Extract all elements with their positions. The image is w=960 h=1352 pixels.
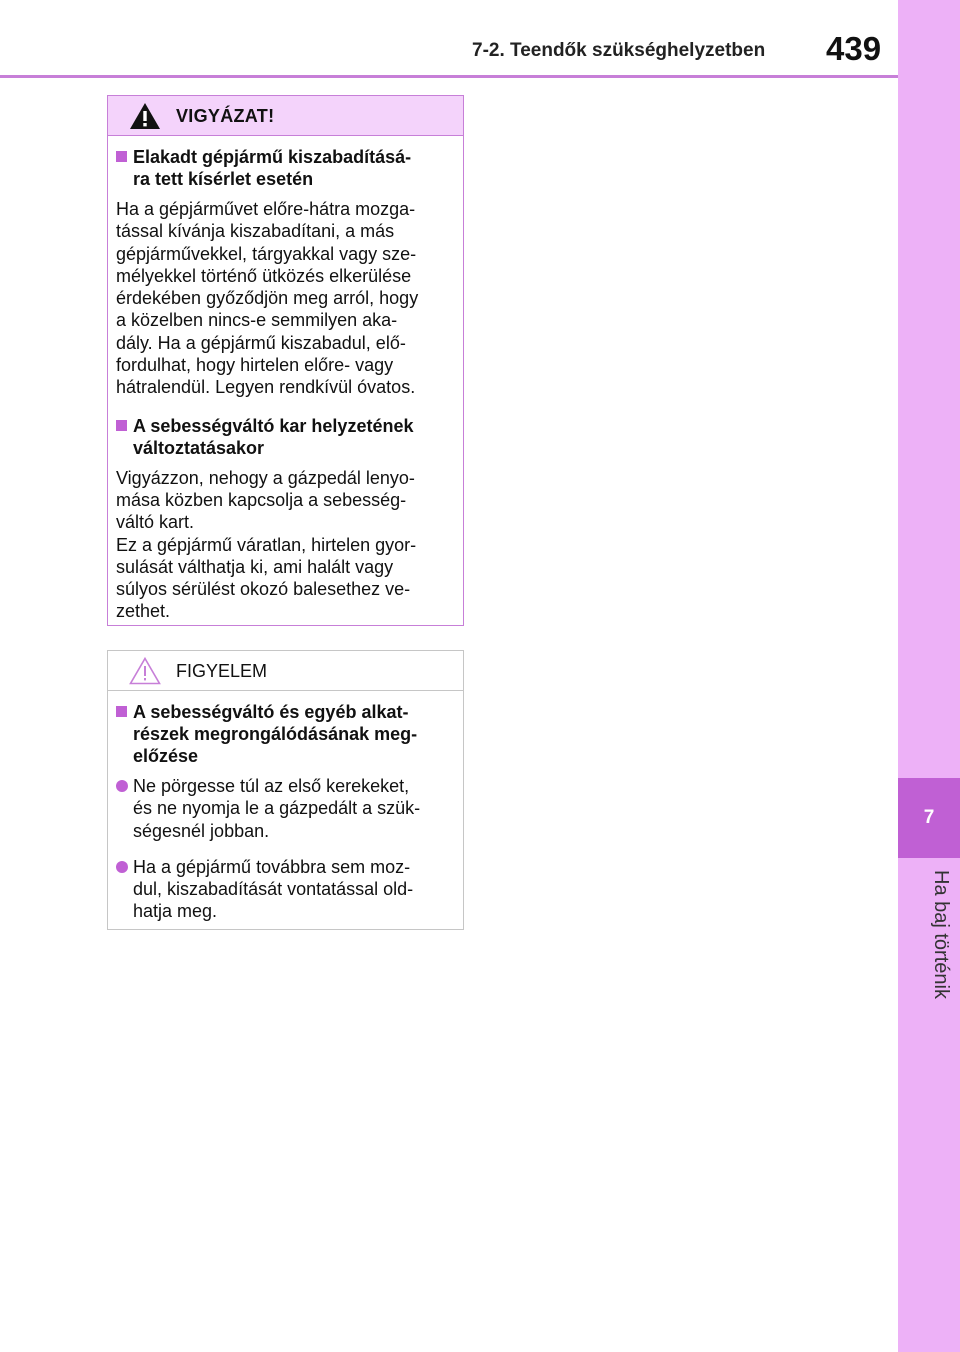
page-number: 439 bbox=[826, 30, 882, 67]
circle-bullet-icon bbox=[116, 780, 128, 792]
square-bullet-icon bbox=[116, 151, 127, 162]
notice-title: FIGYELEM bbox=[176, 661, 268, 681]
warning-title: VIGYÁZAT! bbox=[176, 106, 275, 126]
warning-triangle-outline-icon bbox=[128, 656, 162, 686]
chapter-number: 7 bbox=[923, 807, 935, 828]
warning-item-heading: Elakadt gépjármű kiszabadításá- ra tett kísérlet esetén bbox=[116, 146, 447, 190]
list-item: Ne pörgesse túl az első kerekeket, és ne nyomja le a gázpedált a szük- ségesnél jobban. bbox=[116, 775, 447, 842]
warning-box-header bbox=[108, 96, 463, 136]
notice-box-header bbox=[108, 651, 463, 691]
warning-item-heading: A sebességváltó kar helyzetének változtatásakor bbox=[116, 415, 447, 459]
header-rule bbox=[0, 75, 898, 78]
chapter-sidebar bbox=[898, 0, 960, 1352]
chapter-title: Ha baj történik bbox=[930, 870, 952, 999]
warning-box bbox=[107, 95, 464, 626]
circle-bullet-icon bbox=[116, 861, 128, 873]
section-title: 7-2. Teendők szükséghelyzetben bbox=[472, 40, 766, 61]
warning-triangle-filled-icon bbox=[128, 101, 162, 131]
notice-item-heading: A sebességváltó és egyéb alkat- részek megrongálódásának meg- előzése bbox=[116, 701, 447, 767]
chapter-tab[interactable] bbox=[898, 778, 960, 858]
square-bullet-icon bbox=[116, 706, 127, 717]
warning-item-text: Vigyázzon, nehogy a gázpedál lenyo- mása közben kapcsolja a sebesség- váltó kart. Ez a gépjármű váratlan, hirtelen gyor- sulását válthatja ki, ami halált vagy súlyos sérülést okozó balesethez ve- zethet. bbox=[116, 467, 417, 622]
warning-item-text: Ha a gépjárművet előre-hátra mozga- tással kívánja kiszabadítani, a más gépjárművekkel, tárgyakkal vagy sze- mélyekkel történő ütközés elkerülése érdekében győződjön meg arról, hogy a közelben nincs-e semmilyen aka- dály. Ha a gépjármű kiszabadul, elő- fordulhat, hogy hirtelen előre- vagy hátralendül. Legyen rendkívül óvatos. bbox=[116, 199, 419, 398]
list-item: Ha a gépjármű továbbra sem moz- dul, kiszabadítását vontatással old- hatja meg. bbox=[116, 856, 447, 923]
notice-box bbox=[107, 650, 464, 930]
square-bullet-icon bbox=[116, 420, 127, 431]
